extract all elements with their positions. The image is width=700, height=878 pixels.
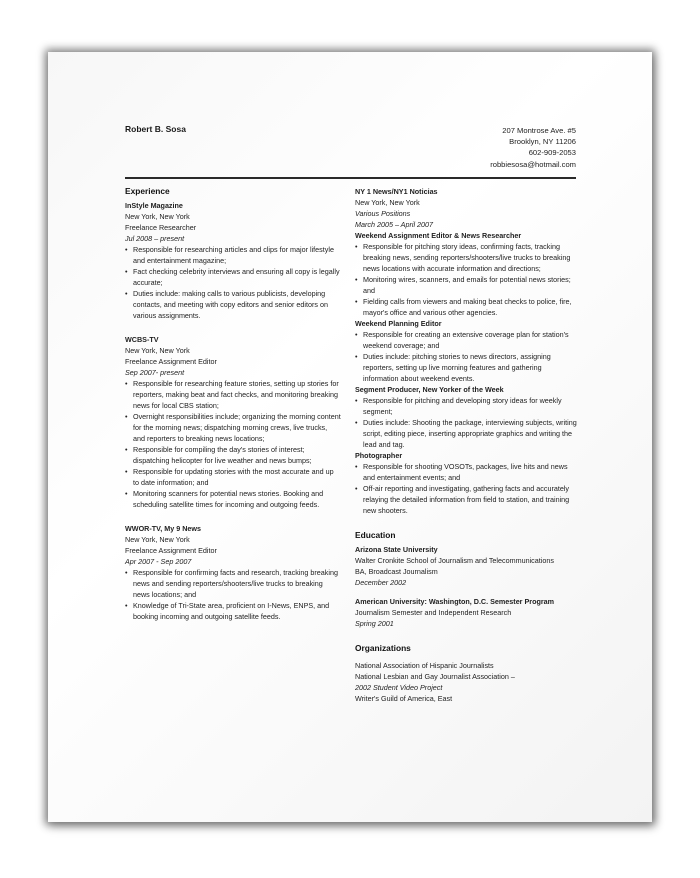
job-role: Freelance Assignment Editor — [125, 546, 217, 555]
job-company: WCBS-TV — [125, 335, 159, 344]
bullet: • Duties include: Shooting the package, interviewing subjects, writing script, editing piece, inserting appropriate graphics and writing the lead and tag. — [355, 417, 577, 450]
school-name: American University: Washington, D.C. Semester Program — [355, 597, 555, 606]
job-company: InStyle Magazine — [125, 201, 183, 210]
bullet: • Responsible for pitching and developing story ideas for weekly segment; — [355, 395, 577, 417]
position-bullets — [355, 329, 577, 384]
position-title: Photographer — [355, 451, 403, 460]
position-bullets — [355, 241, 577, 318]
education-line: Journalism Semester and Independent Research — [355, 608, 512, 617]
education-section — [355, 530, 577, 629]
education-line: BA, Broadcast Journalism — [355, 567, 438, 576]
organization-item: National Association of Hispanic Journalists — [355, 661, 494, 670]
bullet: • Off-air reporting and investigating, gathering facts and accurately relaying the detailed information from field to station, and training new shooters. — [355, 483, 577, 516]
job-ny1 — [355, 186, 577, 516]
bullet: • Responsible for researching articles and clips for major lifestyle and entertainment magazine; — [125, 244, 341, 266]
organizations-heading: Organizations — [355, 643, 411, 653]
position-bullets — [355, 461, 577, 516]
bullet: • Responsible for pitching story ideas, confirming facts, tracking breaking news, sending reporters/shooters/live trucks to breaking news locations with accurate information and directions; — [355, 241, 577, 274]
city-line: Brooklyn, NY 11206 — [509, 137, 576, 147]
job-company: WWOR-TV, My 9 News — [125, 524, 202, 533]
bullet: • Responsible for researching feature stories, setting up stories for reporters, making beat and fact checks, and monitoring breaking news for local CBS station; — [125, 378, 341, 411]
job-dates: March 2005 – April 2007 — [355, 220, 434, 229]
school-name: Arizona State University — [355, 545, 438, 554]
address-line: 207 Montrose Ave. #5 — [502, 126, 576, 135]
job-bullets — [125, 567, 341, 622]
position-title: Weekend Planning Editor — [355, 319, 442, 328]
education-heading: Education — [355, 530, 396, 540]
phone-line: 602-909-2053 — [528, 148, 576, 158]
bullet: • Duties include: pitching stories to news directors, assigning reporters, setting up live morning features and gathering information about weekend events. — [355, 351, 577, 384]
job-role: Freelance Researcher — [125, 223, 197, 232]
bullet: • Overnight responsibilities include; organizing the morning content for the morning news; dispatching morning crews, live trucks, and reporters to breaking news locations; — [125, 411, 341, 444]
position-bullets — [355, 395, 577, 450]
experience-heading: Experience — [125, 186, 170, 196]
left-column — [125, 186, 341, 635]
bullet: • Duties include: making calls to various publicists, developing contacts, and meeting with copy editors and senior editors on various assignments. — [125, 288, 341, 321]
bullet: • Responsible for updating stories with the most accurate and up to date information; and — [125, 466, 341, 488]
job-dates: Sep 2007- present — [125, 368, 185, 377]
bullet: • Responsible for creating an extensive coverage plan for station's weekend coverage; and — [355, 329, 577, 351]
job-bullets — [125, 378, 341, 510]
organization-item: Writer's Guild of America, East — [355, 694, 453, 703]
bullet: • Responsible for shooting VOSOTs, packages, live hits and news and entertainment events; and — [355, 461, 577, 483]
job-role: Various Positions — [355, 209, 411, 218]
bullet: • Monitoring scanners for potential news stories. Booking and scheduling satellite times for incoming and outgoing feeds. — [125, 488, 341, 510]
position-title: Weekend Assignment Editor & News Researcher — [355, 231, 522, 240]
education-date: Spring 2001 — [355, 619, 394, 628]
header-divider — [125, 177, 576, 179]
organization-item: National Lesbian and Gay Journalist Association – — [355, 672, 515, 681]
job-role: Freelance Assignment Editor — [125, 357, 217, 366]
job-location: New York, New York — [125, 212, 190, 221]
bullet: • Fielding calls from viewers and making beat checks to police, fire, mayor's office and various other agencies. — [355, 296, 577, 318]
bullet: • Responsible for compiling the day's stories of interest; dispatching helicopter for live weather and news bumps; — [125, 444, 341, 466]
job-company: NY 1 News/NY1 Noticias — [355, 187, 438, 196]
organizations-section — [355, 643, 577, 704]
job-dates: Jul 2008 – present — [125, 234, 185, 243]
job-dates: Apr 2007 - Sep 2007 — [125, 557, 192, 566]
bullet: • Fact checking celebrity interviews and ensuring all copy is legally accurate; — [125, 266, 341, 288]
contact-block — [490, 125, 576, 170]
bullet: • Responsible for confirming facts and research, tracking breaking news and sending reporters/shooters/live trucks to breaking news locations; and — [125, 567, 341, 600]
job-wwor — [125, 523, 341, 622]
job-location: New York, New York — [125, 535, 190, 544]
email-line: robbiesosa@hotmail.com — [490, 159, 576, 169]
bullet: • Knowledge of Tri-State area, proficient on I-News, ENPS, and booking incoming and outgoing satellite feeds. — [125, 600, 341, 622]
job-instyle — [125, 200, 341, 321]
job-location: New York, New York — [355, 198, 420, 207]
education-line: Walter Cronkite School of Journalism and Telecommunications — [355, 556, 554, 565]
job-bullets — [125, 244, 341, 321]
bullet: • Monitoring wires, scanners, and emails for potential news stories; and — [355, 274, 577, 296]
resume-page — [48, 52, 652, 822]
job-location: New York, New York — [125, 346, 190, 355]
right-column — [355, 186, 577, 718]
education-date: December 2002 — [355, 578, 407, 587]
position-title: Segment Producer, New Yorker of the Week — [355, 385, 504, 394]
job-wcbs — [125, 334, 341, 510]
organization-item: 2002 Student Video Project — [355, 683, 443, 692]
candidate-name: Robert B. Sosa — [125, 124, 186, 134]
